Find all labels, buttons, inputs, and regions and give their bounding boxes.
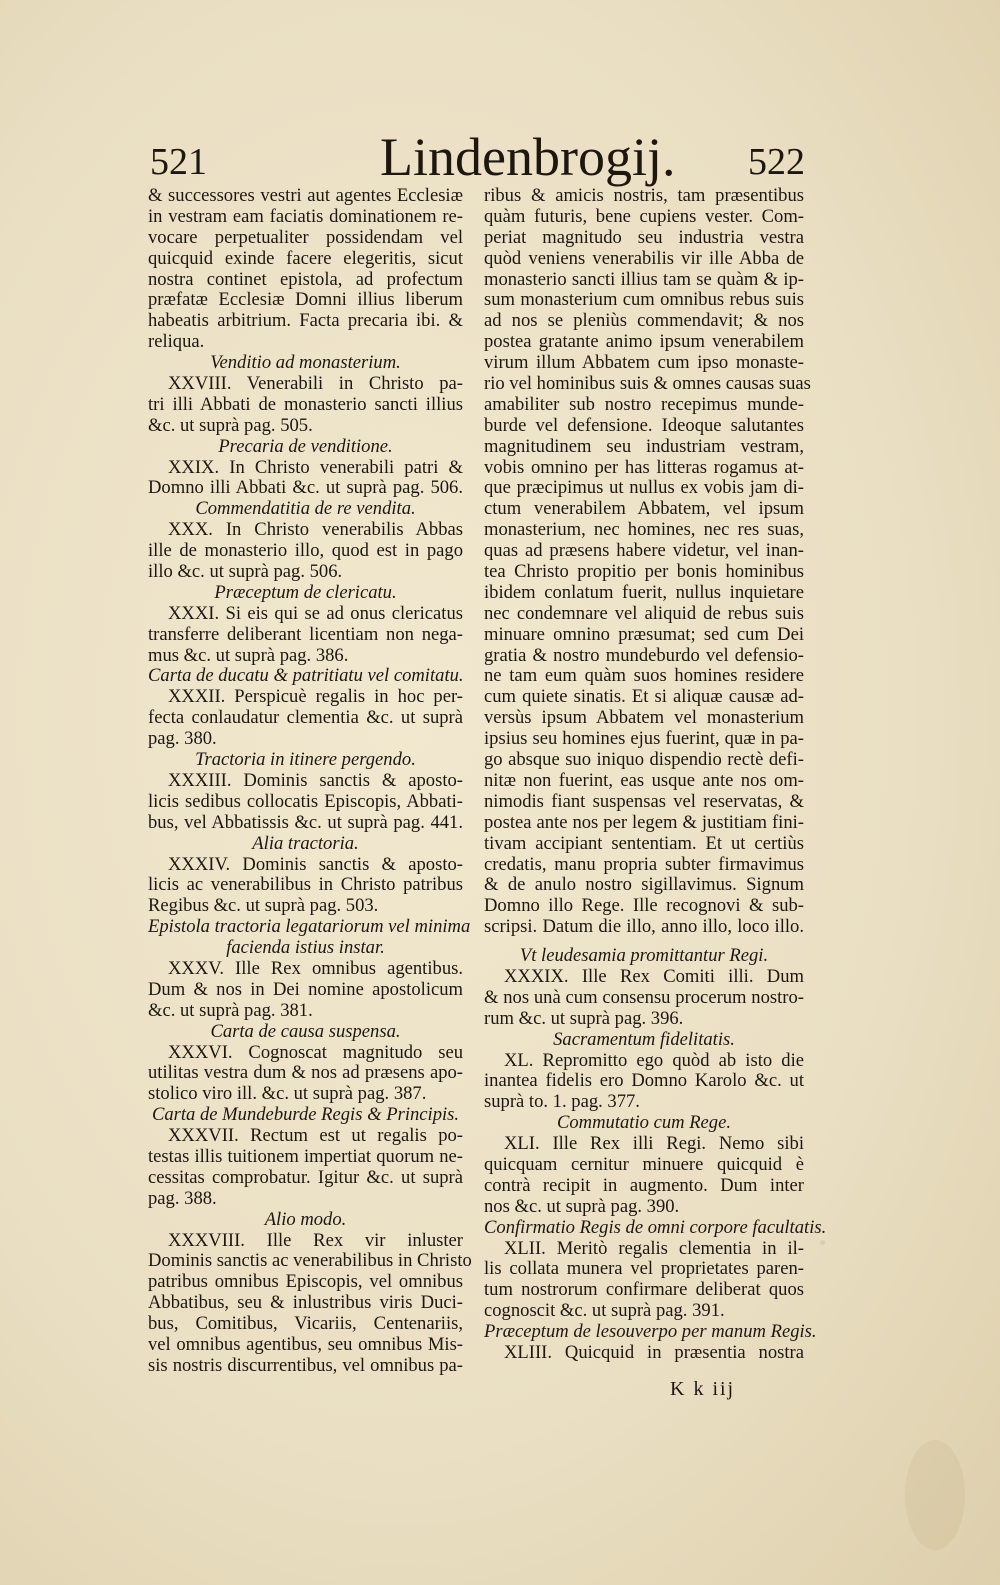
signature-mark: K k iij: [670, 1378, 736, 1400]
text-line: mus &c. ut suprà pag. 386.: [148, 644, 349, 666]
text-line: bus, Comitibus, Vicariis, Centenariis,: [148, 1313, 463, 1335]
text-line: reliqua.: [148, 331, 205, 353]
section-heading: Venditio ad monasterium.: [210, 352, 401, 374]
text-line: stolico viro ill. &c. ut suprà pag. 387.: [148, 1083, 427, 1105]
text-line: Domno illi Abbati &c. ut suprà pag. 506.: [148, 477, 463, 499]
left-text-column: [148, 185, 472, 1377]
text-line: periat magnitudo seu industria vestra: [484, 226, 804, 248]
text-line: XXXIX. Ille Rex Comiti illi. Dum: [504, 965, 804, 987]
text-line: & nos unà cum consensu procerum nostro-: [484, 986, 804, 1008]
text-line: XXX. In Christo venerabilis Abbas: [168, 519, 463, 541]
text-line: magnitudinem seu industriam vestram,: [484, 435, 804, 457]
section-heading: Confirmatio Regis de omni corpore facultatis.: [484, 1216, 827, 1238]
text-line: tum nostrorum confirmare deliberat quos: [484, 1279, 804, 1301]
section-heading: Commendatitia de re vendita.: [195, 498, 416, 520]
text-line: contrà recipit in augmento. Dum inter: [484, 1174, 804, 1196]
text-line: postea ante nos per legem & justitiam fini-: [484, 811, 804, 833]
text-line: cum quiete sinatis. Et si aliquæ causæ ad-: [484, 686, 804, 708]
text-line: burde vel defensione. Ideoque salutantes: [484, 414, 804, 436]
text-line: XXXVI. Cognoscat magnitudo seu: [168, 1041, 463, 1063]
text-line: habeatis arbitrium. Facta precaria ibi. &: [148, 310, 463, 332]
text-line: ribus & amicis nostris, tam præsentibus: [484, 185, 804, 206]
text-line: ctum venerabilem Abbatem, vel ipsum: [484, 498, 804, 520]
text-line: XL. Repromitto ego quòd ab isto die: [504, 1049, 804, 1071]
running-title: Lindenbrogij.: [380, 127, 676, 187]
text-line: minuare omnino præsumat; sed cum Dei: [484, 623, 804, 645]
text-line: sum monasterium cum omnibus rebus suis: [484, 289, 804, 311]
text-line: ibidem conlatum fuerit, nullus inquietare: [484, 581, 804, 603]
text-line: quòd veniens venerabilis vir ille Abba de: [484, 247, 804, 269]
text-line: Regibus &c. ut suprà pag. 503.: [148, 895, 379, 917]
text-line: XXXVII. Rectum est ut regalis po-: [168, 1125, 463, 1147]
text-line: XXXI. Si eis qui se ad onus clericatus: [168, 602, 463, 624]
text-line: nimodis fiant suspensas vel reservatas, &: [484, 790, 804, 812]
section-heading: Præceptum de lesouverpo per manum Regis.: [484, 1321, 817, 1343]
text-line: scripsi. Datum die illo, anno illo, loco illo.: [484, 916, 804, 938]
section-heading: Carta de ducatu & patritiatu vel comitatu.: [148, 665, 464, 687]
section-heading: Alia tractoria.: [252, 832, 359, 854]
text-line: ne tam eum quàm suos homines residere: [484, 665, 804, 687]
text-line: nec condemnare vel aliquid de rebus suis: [484, 602, 804, 624]
text-line: & de anulo nostro sigillavimus. Signum: [484, 874, 804, 896]
text-line: transferre deliberant licentiam non nega-: [148, 623, 463, 645]
text-line: licis ac venerabilibus in Christo patribus: [148, 874, 463, 896]
text-line: cessitas comprobatur. Igitur &c. ut suprà: [148, 1166, 463, 1188]
section-heading: Præceptum de clericatu.: [214, 581, 397, 603]
text-line: quàm futuris, bene cupiens vester. Com-: [484, 205, 804, 227]
section-heading: Sacramentum fidelitatis.: [553, 1028, 735, 1050]
section-heading: Tractoria in itinere pergendo.: [195, 749, 416, 771]
text-line: quicquam cernitur minuere quicquid è: [484, 1153, 804, 1175]
text-line: XLI. Ille Rex illi Regi. Nemo sibi: [504, 1133, 804, 1155]
text-line: XXXII. Perspicuè regalis in hoc per-: [168, 686, 463, 708]
text-line: go absque suo iniquo dispendio rectè defi-: [484, 749, 804, 771]
page-number-right: 522: [748, 141, 805, 183]
text-line: XXXV. Ille Rex omnibus agentibus.: [168, 957, 463, 979]
text-line: Dum & nos in Dei nomine apostolicum: [148, 978, 463, 1000]
text-line: ipsius seu homines ejus fuerint, quæ in pa-: [484, 728, 804, 750]
text-line: vobis omnino per has litteras rogamus at-: [484, 456, 804, 478]
text-line: quas ad præsens habere videtur, vel inan-: [484, 540, 804, 562]
text-line: &c. ut suprà pag. 381.: [148, 999, 313, 1021]
text-line: tea Christo propitio per bonis hominibus: [484, 561, 804, 583]
text-line: præfatæ Ecclesiæ Domni illius liberum: [148, 289, 463, 311]
text-line: Domno illo Rege. Ille recognovi & sub-: [484, 895, 804, 917]
text-line: XXXIV. Dominis sanctis & aposto-: [168, 853, 463, 875]
text-line: cognoscit &c. ut suprà pag. 391.: [484, 1300, 725, 1322]
text-line: rum &c. ut suprà pag. 396.: [484, 1007, 684, 1029]
section-heading: facienda istius instar.: [226, 937, 385, 959]
section-heading: Carta de causa suspensa.: [210, 1020, 401, 1042]
text-line: licis sedibus collocatis Episcopis, Abbati-: [148, 790, 463, 812]
section-heading: Commutatio cum Rege.: [556, 1112, 732, 1134]
text-line: &c. ut suprà pag. 505.: [148, 414, 313, 436]
section-heading: Precaria de venditione.: [218, 435, 393, 457]
text-line: XLII. Meritò regalis clementia in il-: [504, 1237, 804, 1259]
text-line: postea gratante animo ipsum venerabilem: [484, 331, 804, 353]
text-line: virum illum Abbatem cum ipso monaste-: [484, 352, 804, 374]
text-line: rio vel hominibus suis & omnes causas suas: [484, 373, 811, 395]
text-line: credatis, manu propria subter firmavimus: [484, 853, 804, 875]
text-line: XLIII. Quicquid in præsentia nostra: [504, 1341, 804, 1363]
text-line: nos &c. ut suprà pag. 390.: [484, 1195, 680, 1217]
right-text-column: [484, 185, 827, 1364]
text-line: nostra continet epistola, ad profectum: [148, 268, 463, 290]
text-line: suprà to. 1. pag. 377.: [484, 1091, 640, 1113]
section-heading: Alio modo.: [264, 1208, 347, 1230]
text-line: monasterio sancti illius tam se quàm & ip-: [484, 268, 804, 290]
page-edge-stain: [905, 1440, 965, 1550]
text-line: versùs ipsum Abbatem vel monasterium: [484, 707, 804, 729]
text-line: ille de monasterio illo, quod est in pago: [148, 540, 463, 562]
text-line: testas illis tuitionem impertiat quorum ne-: [148, 1145, 463, 1167]
text-line: tivam accipiant sententiam. Et ut certiùs: [484, 832, 804, 854]
text-line: tri illi Abbati de monasterio sancti illius: [148, 393, 463, 415]
text-line: XXXVIII. Ille Rex vir inluster: [168, 1229, 463, 1251]
text-line: XXXIII. Dominis sanctis & aposto-: [168, 769, 463, 791]
text-line: vel omnibus agentibus, seu omnibus Mis-: [148, 1333, 463, 1355]
text-line: & successores vestri aut agentes Ecclesiæ: [148, 185, 463, 206]
text-line: XXIX. In Christo venerabili patri &: [168, 456, 463, 478]
text-line: Abbatibus, seu & inlustribus viris Duci-: [148, 1292, 463, 1314]
text-line: amabiliter sub nostro recepimus munde-: [484, 393, 804, 415]
text-line: nitæ non fuerint, eas usque ante nos om-: [484, 769, 804, 791]
text-line: pag. 388.: [148, 1187, 217, 1209]
section-heading: Carta de Mundeburde Regis & Principis.: [151, 1104, 460, 1126]
text-line: bus, vel Abbatissis &c. ut suprà pag. 441.: [148, 811, 463, 833]
text-line: gratia & nostro mundeburdo vel defensio-: [484, 644, 804, 666]
text-line: patribus omnibus Episcopis, vel omnibus: [148, 1271, 463, 1293]
text-line: inantea fidelis ero Domno Karolo &c. ut: [484, 1070, 804, 1092]
text-line: monasterium, nec homines, nec res suas,: [484, 519, 804, 541]
text-line: utilitas vestra dum & nos ad præsens apo-: [148, 1062, 463, 1084]
text-line: Dominis sanctis ac venerabilibus in Christo: [148, 1250, 472, 1272]
text-line: pag. 380.: [148, 728, 217, 750]
text-line: XXVIII. Venerabili in Christo pa-: [168, 373, 463, 395]
text-line: lis collata munera vel proprietates paren-: [484, 1258, 804, 1280]
text-line: que præcipimus ut nullus ex vobis jam di-: [484, 477, 804, 499]
text-line: quicquid exinde facere elegeritis, sicut: [148, 247, 463, 269]
text-line: in vestram eam faciatis dominationem re-: [148, 205, 463, 227]
text-line: vocare perpetualiter possidendam vel: [148, 226, 463, 248]
stain: [820, 1240, 825, 1245]
text-line: ad nos se pleniùs commendavit; & nos: [484, 310, 804, 332]
text-line: fecta conlaudatur clementia &c. ut suprà: [148, 707, 463, 729]
page-number-left: 521: [150, 141, 207, 183]
text-line: illo &c. ut suprà pag. 506.: [148, 561, 343, 583]
section-heading: Vt leudesamia promittantur Regi.: [519, 945, 769, 967]
text-line: sis nostris discurrentibus, vel omnibus pa-: [148, 1354, 463, 1376]
section-heading: Epistola tractoria legatariorum vel minima: [148, 916, 471, 938]
